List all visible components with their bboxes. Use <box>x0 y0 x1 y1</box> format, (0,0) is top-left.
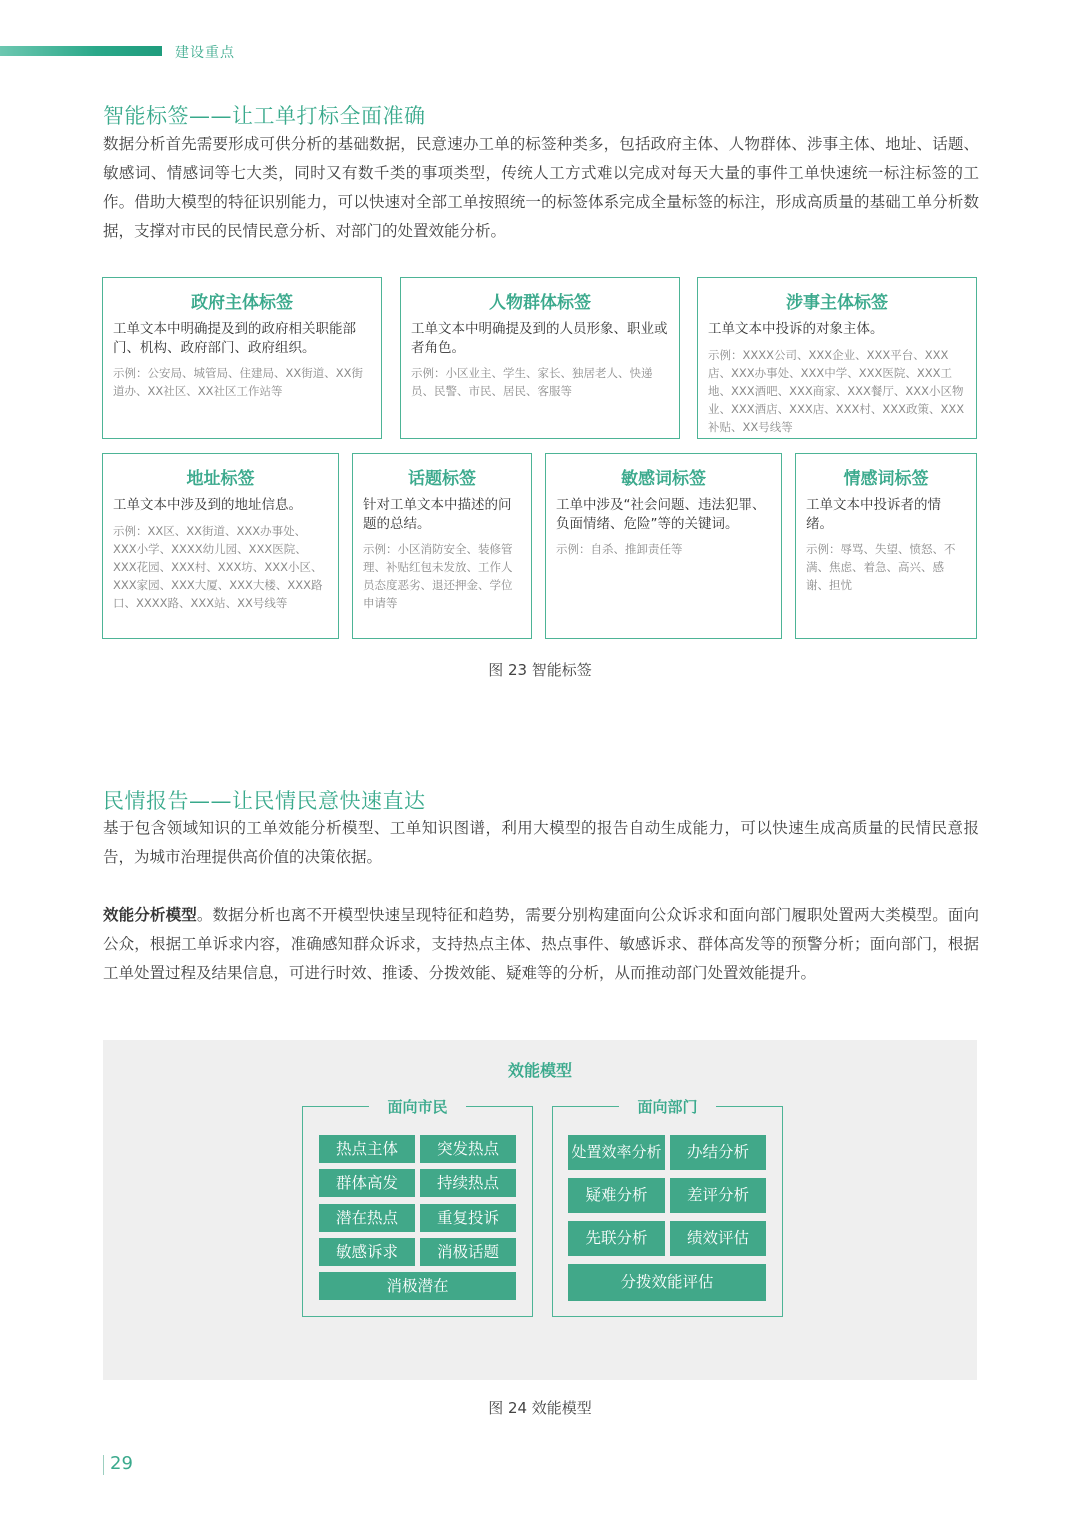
tag-card-example: 示例：自杀、推卸责任等 <box>556 542 683 556</box>
model-chip: 处置效率分析 <box>568 1135 665 1170</box>
figure-caption-24: 图 24 效能模型 <box>488 1399 592 1417</box>
section-paragraph-efficiency-model <box>103 901 979 988</box>
model-chip: 差评分析 <box>670 1178 766 1213</box>
model-chip: 疑难分析 <box>568 1178 665 1213</box>
tag-card-description: 针对工单文本中描述的问题的总结。 <box>363 497 512 532</box>
tag-card-title: 人物群体标签 <box>489 293 591 313</box>
model-chip: 持续热点 <box>420 1169 516 1197</box>
model-chip: 消极潜在 <box>319 1272 516 1300</box>
tag-card-title: 情感词标签 <box>843 469 929 489</box>
tag-card-people-group <box>400 277 680 439</box>
group-citizens-title: 面向市民 <box>369 1098 465 1116</box>
tag-card-description: 工单文本中明确提及到的人员形象、职业或者角色。 <box>411 321 668 356</box>
model-chip: 热点主体 <box>319 1135 415 1163</box>
model-diagram-panel <box>103 1040 977 1380</box>
tag-card-title: 话题标签 <box>408 469 476 489</box>
model-chip: 办结分析 <box>670 1135 766 1170</box>
tag-card-example: 示例：小区业主、学生、家长、独居老人、快递员、民警、市民、居民、客服等 <box>411 366 653 398</box>
tag-card-description: 工单文本中投诉的对象主体。 <box>708 321 884 337</box>
section-title-smart-tags: 智能标签——让工单打标全面准确 <box>103 104 426 128</box>
tag-card-address <box>102 453 339 639</box>
figure-caption-23: 图 23 智能标签 <box>488 661 592 679</box>
tag-card-title: 涉事主体标签 <box>786 293 888 313</box>
tag-card-example: 示例：公安局、城管局、住建局、XX街道、XX街道办、XX社区、XX社区工作站等 <box>113 366 364 398</box>
tag-card-description: 工单文本中明确提及到的政府相关职能部门、机构、政府部门、政府组织。 <box>113 321 356 356</box>
model-chip: 敏感诉求 <box>319 1238 415 1266</box>
model-chip: 突发热点 <box>420 1135 516 1163</box>
model-chip: 先联分析 <box>568 1221 665 1256</box>
tag-card-description: 工单文本中投诉者的情绪。 <box>806 497 941 532</box>
tag-card-emotion-word <box>795 453 977 639</box>
page-number-divider <box>103 1455 104 1475</box>
section-label: 建设重点 <box>175 45 235 61</box>
tag-card-topic <box>352 453 532 639</box>
tag-card-example: 示例：小区消防安全、装修管理、补贴红包未发放、工作人员态度恶劣、退还押金、学位申请等 <box>363 542 513 610</box>
model-diagram-title: 效能模型 <box>507 1061 572 1080</box>
header-accent-bar <box>0 46 162 56</box>
paragraph-body: 。数据分析也离不开模型快速呈现特征和趋势，需要分别构建面向公众诉求和面向部门履职处置两大类模型。面向公众，根据工单诉求内容，准确感知群众诉求，支持热点主体、热点事件、敏感诉求、群体高发等的预警分析；面向部门，根据工单处置过程及结果信息，可进行时效、推诿、分拨效能、疑难等的分析，从而推动部门处置效能提升。 <box>103 906 979 982</box>
tag-card-title: 地址标签 <box>186 469 255 489</box>
section-title-public-report: 民情报告——让民情民意快速直达 <box>103 789 426 813</box>
model-chip: 群体高发 <box>319 1169 415 1197</box>
tag-card-example: 示例：XX区、XX街道、XXX办事处、XXX小学、XXXX幼儿园、XXX医院、XXX花园、XXX村、XXX坊、XXX小区、XXX家园、XXX大厦、XXX大楼、XXX路口、XXXX路、XXX站、XX号线等 <box>113 523 323 610</box>
section-paragraph-public-report: 基于包含领域知识的工单效能分析模型、工单知识图谱，利用大模型的报告自动生成能力，可以快速生成高质量的民情民意报告，为城市治理提供高价值的决策依据。 <box>103 819 979 866</box>
model-chip: 分拨效能评估 <box>568 1264 766 1301</box>
model-chip: 消极话题 <box>420 1238 516 1266</box>
model-chip: 潜在热点 <box>319 1204 415 1232</box>
tag-card-example: 示例：辱骂、失望、愤怒、不满、焦虑、着急、高兴、感谢、担忧 <box>806 542 956 592</box>
group-departments-title: 面向部门 <box>619 1098 715 1116</box>
tag-card-involved-entity <box>697 277 977 439</box>
tag-card-description: 工单中涉及“社会问题、违法犯罪、负面情绪、危险”等的关键词。 <box>556 497 766 532</box>
model-chip: 绩效评估 <box>670 1221 766 1256</box>
tag-card-title: 政府主体标签 <box>191 293 293 313</box>
model-chip: 重复投诉 <box>420 1204 516 1232</box>
tag-card-example: 示例：XXXX公司、XXX企业、XXX平台、XXX店、XXX办事处、XXX中学、XXX医院、XXX工地、XXX酒吧、XXX商家、XXX餐厅、XXX小区物业、XXX酒店、XXX店、XXX村、XXX政策、XXX补贴、XX号线等 <box>708 347 965 434</box>
page-number: 29 <box>110 1453 133 1474</box>
tag-card-title: 敏感词标签 <box>621 469 706 489</box>
tag-card-government <box>102 277 382 439</box>
tag-card-description: 工单文本中涉及到的地址信息。 <box>113 497 302 513</box>
paragraph-lead-term: 效能分析模型 <box>103 906 197 924</box>
tag-card-sensitive-word <box>545 453 782 639</box>
section-paragraph-smart-tags: 数据分析首先需要形成可供分析的基础数据，民意速办工单的标签种类多，包括政府主体、人物群体、涉事主体、地址、话题、敏感词、情感词等七大类，同时又有数千类的事项类型，传统人工方式难以完成对每天大量的事件工单快速统一标注标签的工作。借助大模型的特征识别能力，可以快速对全部工单按照统一的标签体系完成全量标签的标注，形成高质量的基础工单分析数据，支撑对市民的民情民意分析、对部门的处置效能分析。 <box>103 135 979 240</box>
